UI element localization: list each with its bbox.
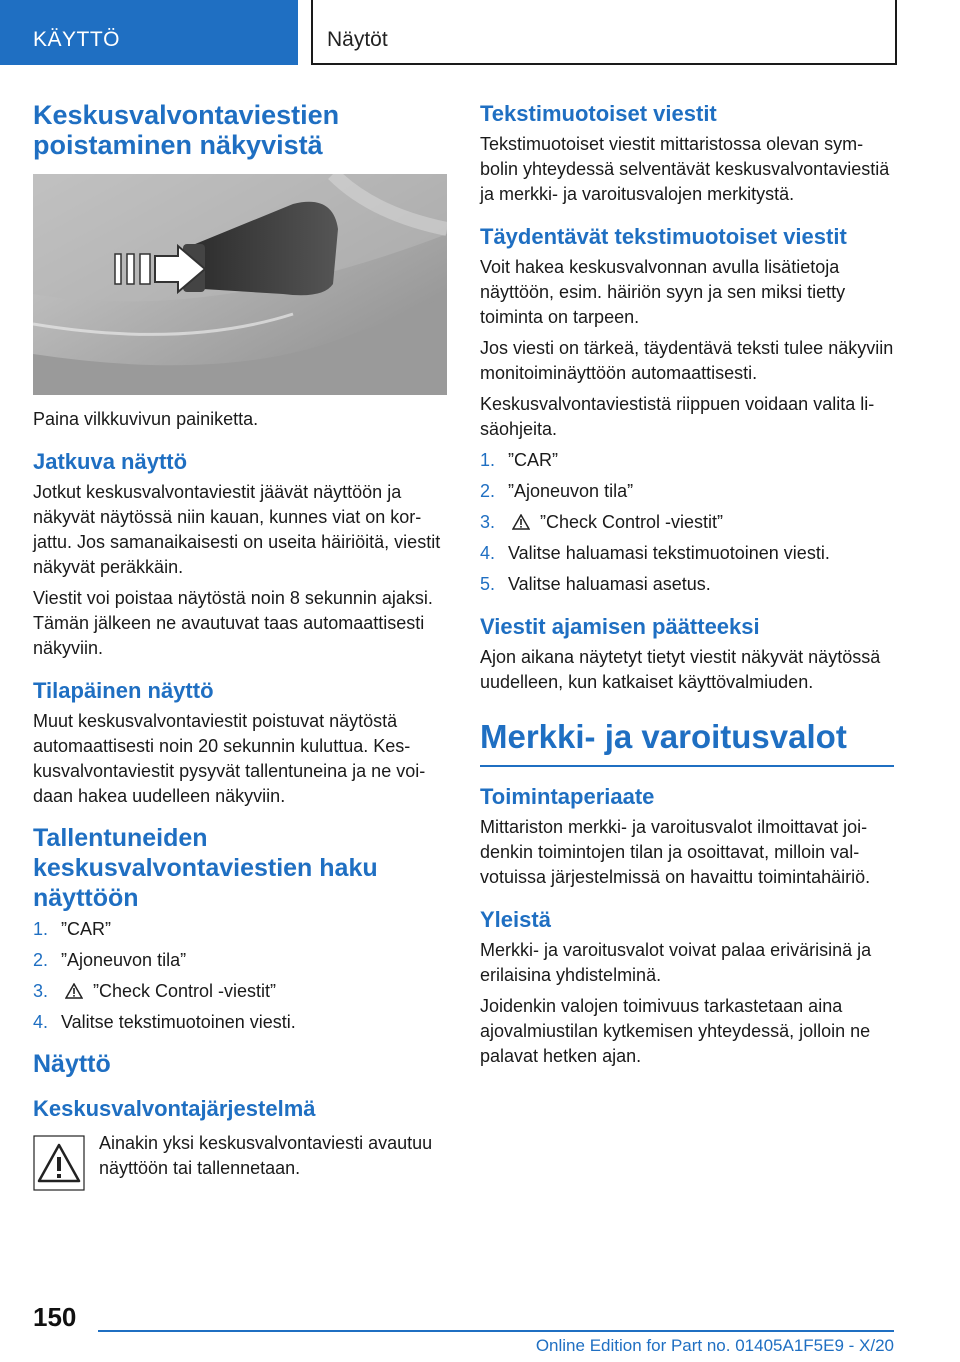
list-item: 2. ”Ajoneuvon tila” xyxy=(33,950,187,970)
warning-triangle-icon xyxy=(65,983,83,999)
heading-check-control: Keskusvalvontajärjestelmä xyxy=(33,1096,316,1121)
note-text: Ainakin yksi keskusvalvontaviesti avautuu näyttöön tai tallennetaan. xyxy=(99,1133,433,1178)
list-item: 4. Valitse haluamasi tekstimuotoinen viesti. xyxy=(480,543,830,563)
paragraph: Ajon aikana näytetyt tietyt viestit näkyvät näytössä uudelleen, kun katkaiset käyttövalmiuden. xyxy=(480,647,881,692)
paragraph: Joidenkin valojen toimivuus tarkastetaan aina ajovalmiustilan kytkemisen yhteydessä, jolloin ne palavat hetken ajan. xyxy=(480,996,871,1066)
paragraph: Keskusvalvontaviestistä riippuen voidaan valita lisäohjeita. xyxy=(480,394,875,439)
list-item: 2. ”Ajoneuvon tila” xyxy=(480,481,634,501)
paragraph: Jos viesti on tärkeä, täydentävä teksti tulee näkyviin monitoiminäyttöön automaattisesti. xyxy=(480,338,894,383)
heading-temporary-display: Tilapäinen näyttö xyxy=(33,678,214,703)
page-number: 150 xyxy=(33,1302,77,1332)
warning-triangle-icon xyxy=(512,514,530,530)
heading-general: Yleistä xyxy=(480,907,551,932)
footer-divider xyxy=(98,1330,894,1332)
footer-edition: Online Edition for Part no. 01405A1F5E9 - X/20 xyxy=(535,1336,894,1355)
chapter-title: Merkki- ja varoitusvalot xyxy=(480,715,894,767)
warning-sign-icon xyxy=(33,1135,85,1191)
lever-photo-icon xyxy=(33,174,447,395)
right-column xyxy=(480,100,894,1075)
header-section-tab xyxy=(0,0,298,65)
heading-supplementary-messages: Täydentävät tekstimuotoiset viestit xyxy=(480,224,847,249)
paragraph: Muut keskusvalvontaviestit poistuvat näytöstä automaattisesti noin 20 sekunnin kuluttua. Keskusvalvontaviestit pysyvät tallentuneina ja ne voidaan hakea uudelleen näkyviin. xyxy=(33,711,426,806)
left-column xyxy=(33,100,447,1201)
paragraph: Viestit voi poistaa näytöstä noin 8 sekunnin ajaksi. Tämän jälkeen ne avautuvat taas automaattisesti näkyviin. xyxy=(33,588,433,658)
paragraph: Mittariston merkki- ja varoitusvalot ilmoittavat joidenkin toimintojen tilan ja osoittavat, milloin valvotuissa järjestelmissä on havaittu toimintahäiriö. xyxy=(480,817,871,887)
turn-signal-lever-illustration xyxy=(33,174,447,395)
paragraph: Jotkut keskusvalvontaviestit jäävät näyttöön ja näkyvät näytössä niin kauan, kunnes viat on korjattu. Jos samanaikaisesti on useita häiriöitä, viestit näkyvät peräkkäin. xyxy=(33,482,441,577)
heading-end-of-drive-messages: Viestit ajamisen päätteeksi xyxy=(480,614,760,639)
section-heading-remove-messages: Keskusvalvontaviestien poistaminen näkyvistä xyxy=(33,100,340,160)
list-item: 3. ”Check Control -viestit” xyxy=(480,512,724,532)
steps-list-right xyxy=(480,448,894,597)
check-control-note xyxy=(33,1131,447,1201)
steps-list-left xyxy=(33,917,447,1035)
header-chapter-box xyxy=(311,0,897,65)
figure-caption: Paina vilkkuvivun painiketta. xyxy=(33,409,259,429)
heading-continuous-display: Jatkuva näyttö xyxy=(33,449,188,474)
header-section-label: KÄYTTÖ xyxy=(33,28,121,51)
list-item: 3. ”Check Control -viestit” xyxy=(33,981,277,1001)
heading-text-messages: Tekstimuotoiset viestit xyxy=(480,101,717,126)
list-item: 1. ”CAR” xyxy=(480,450,558,470)
header-chapter-label: Näytöt xyxy=(327,28,388,51)
heading-stored-messages: Tallentuneiden keskusvalvontaviestien haku näyttöön xyxy=(33,824,378,912)
list-item: 5. Valitse haluamasi asetus. xyxy=(480,574,711,594)
list-item: 1. ”CAR” xyxy=(33,919,111,939)
paragraph: Merkki- ja varoitusvalot voivat palaa erivärisinä ja erilaisina yhdistelminä. xyxy=(480,940,872,985)
paragraph: Voit hakea keskusvalvonnan avulla lisätietoja näyttöön, esim. häiriön syyn ja sen miksi tietty toiminta on tarpeen. xyxy=(480,257,846,327)
heading-display: Näyttö xyxy=(33,1050,111,1078)
heading-principle: Toimintaperiaate xyxy=(480,784,655,809)
list-item: 4. Valitse tekstimuotoinen viesti. xyxy=(33,1012,296,1032)
paragraph: Tekstimuotoiset viestit mittaristossa olevan symbolin yhteydessä selventävät keskusvalvontaviestiä ja merkki- ja varoitusvalojen merkitystä. xyxy=(480,134,890,204)
